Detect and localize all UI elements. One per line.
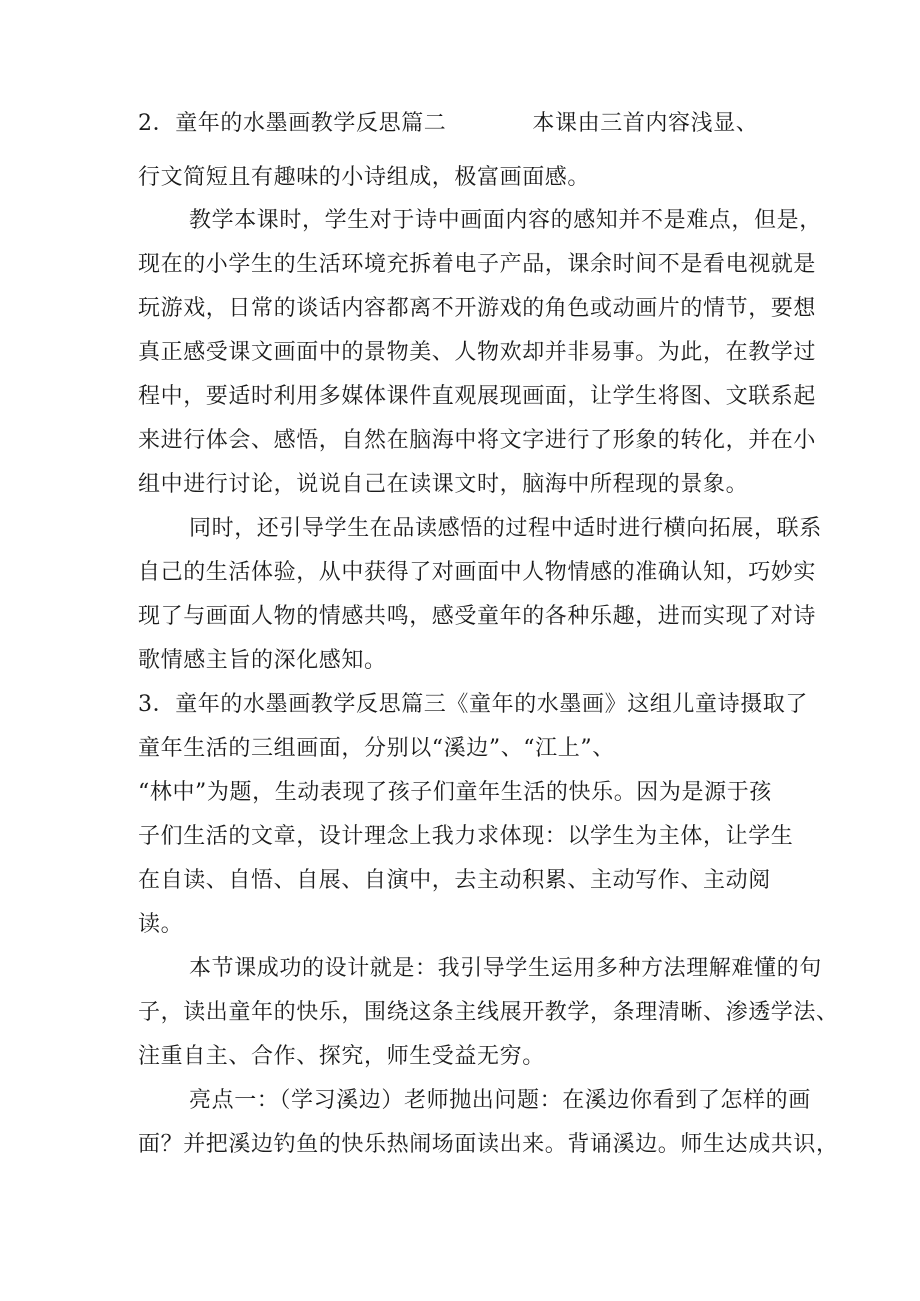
heading-text: 2．童年的水墨画教学反思篇二 [138,111,447,136]
paragraph-line: 现了与画面人物的情感共鸣，感受童年的各种乐趣，进而实现了对诗 [138,604,817,629]
paragraph-line: 同时，还引导学生在品读感悟的过程中适时进行横向拓展，联系 [189,516,822,541]
heading-tail-text: 本课由三首内容浅显、 [532,111,759,136]
paragraph-line: 教学本课时，学生对于诗中画面内容的感知并不是难点，但是， [189,208,822,233]
paragraph-line: “林中”为题，生动表现了孩子们童年生活的快乐。因为是源于孩 [138,780,772,805]
paragraph-line: 本节课成功的设计就是：我引导学生运用多种方法理解难懂的句 [189,956,822,981]
paragraph-line: 真正感受课文画面中的景物美、人物欢却并非易事。为此，在教学过 [138,340,817,365]
paragraph-line: 自己的生活体验，从中获得了对画面中人物情感的准确认知，巧妙实 [138,560,817,585]
paragraph-line: 亮点一：（学习溪边）老师抛出问题：在溪边你看到了怎样的画 [189,1088,811,1113]
paragraph-line: 注重自主、合作、探究，师生受益无穷。 [138,1044,545,1069]
paragraph-line: 组中进行讨论，说说自己在读课文时，脑海中所程现的景象。 [138,472,749,497]
paragraph-line: 歌情感主旨的深化感知。 [138,648,387,673]
paragraph-line: 玩游戏，日常的谈话内容都离不开游戏的角色或动画片的情节，要想 [138,296,817,321]
paragraph-line: 程中，要适时利用多媒体课件直观展现画面，让学生将图、文联系起 [138,384,817,409]
paragraph-line: 在自读、自悟、自展、自演中，去主动积累、主动写作、主动阅 [138,868,771,893]
paragraph-line: 子，读出童年的快乐，围绕这条主线展开教学，条理清晰、渗透学法、 [138,1000,839,1025]
text-line: 行文简短且有趣味的小诗组成，极富画面感。 [138,165,591,190]
heading-line-2 [138,109,788,139]
paragraph-line: 读。 [138,912,184,937]
paragraph-line: 来进行体会、感悟，自然在脑海中将文字进行了形象的转化，并在小 [138,428,817,453]
paragraph-line: 现在的小学生的生活环境充拆着电子产品，课余时间不是看电视就是 [138,252,817,277]
paragraph-line: 童年生活的三组画面，分别以“溪边”、“江上”、 [138,736,615,761]
paragraph-line: 面？并把溪边钓鱼的快乐热闹场面读出来。背诵溪边。师生达成共识， [138,1132,839,1157]
heading-line-3: 3．童年的水墨画教学反思篇三《童年的水墨画》这组儿童诗摄取了 [138,692,808,717]
paragraph-line: 子们生活的文章，设计理念上我力求体现：以学生为主体，让学生 [138,824,794,849]
